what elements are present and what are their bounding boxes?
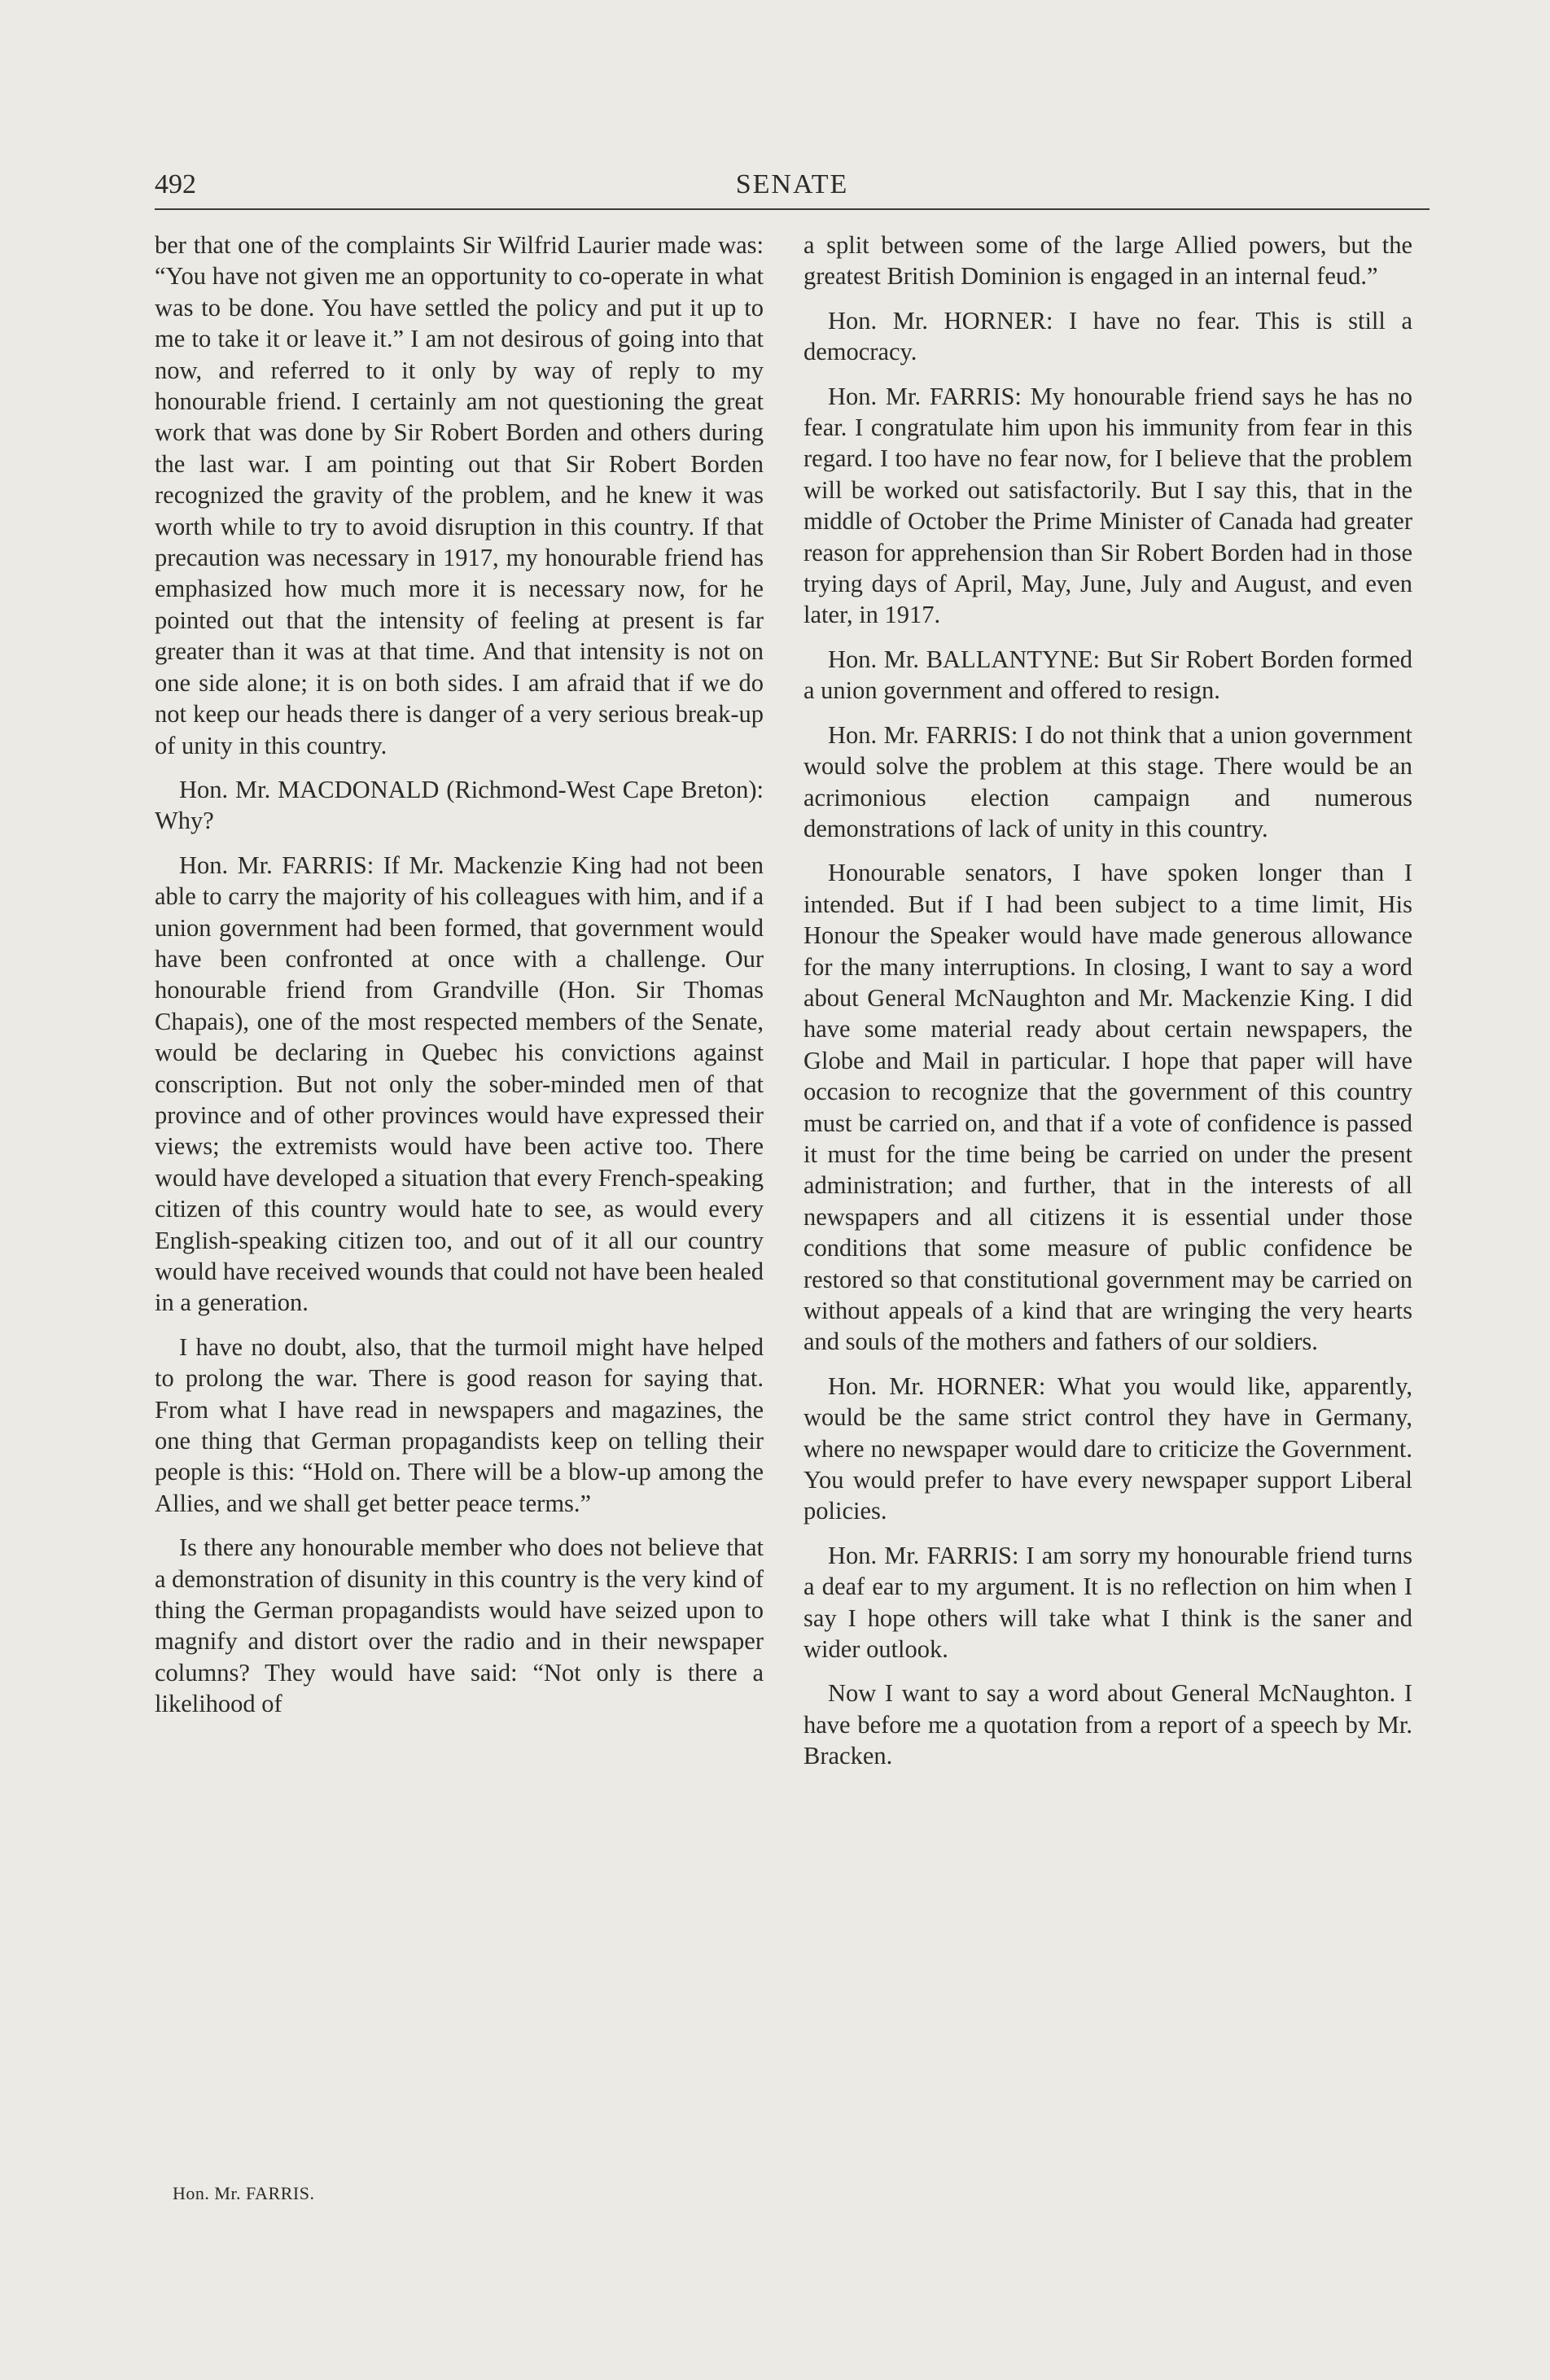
page-header [155, 163, 1430, 210]
paragraph: Hon. Mr. FARRIS: I am sorry my honourable friend turns a deaf ear to my argument. It is no reflection on him when I say I hope others will take what I think is the saner and wider outlook. [803, 1541, 1412, 1664]
running-title: SENATE [735, 169, 849, 199]
paragraph: Now I want to say a word about General McNaughton. I have before me a quotation from a report of a speech by Mr. Bracken. [803, 1679, 1412, 1770]
paragraph: I have no doubt, also, that the turmoil might have helped to prolong the war. There is good reason for saying that. From what I have read in newspapers and magazines, the one thing that German propagandists keep on telling their people is this: “Hold on. There will be a blow-up among the Allies, and we shall get better peace terms.” [155, 1332, 764, 1517]
paragraph: Hon. Mr. HORNER: I have no fear. This is still a democracy. [803, 306, 1412, 366]
paragraph: ber that one of the complaints Sir Wilfrid Laurier made was: “You have not given me an opportunity to co-operate in what was to be done. You have settled the policy and put it up to me to take it or leave it.” I am not desirous of going into that now, and referred to it only by way of reply to my honourable friend. I certainly am not questioning the great work that was done by Sir Robert Borden and others during the last war. I am pointing out that Sir Robert Borden recognized the gravity of the problem, and he knew it was worth while to try to avoid disruption in this country. If that precaution was necessary in 1917, my honourable friend has emphasized how much more it is necessary now, for he pointed out that the intensity of feeling at present is far greater than it was at that time. And that intensity is not on one side alone; it is on both sides. I am afraid that if we do not keep our heads there is danger of a very serious break-up of unity in this country. [155, 231, 764, 759]
page-number: 492 [155, 169, 196, 199]
paragraph: Hon. Mr. FARRIS: My honourable friend says he has no fear. I congratulate him upon his immunity from fear in this regard. I too have no fear now, for I believe that the problem will be worked out satisfactorily. But I say this, that in the middle of October the Prime Minister of Canada had greater reason for apprehension than Sir Robert Borden had in those trying days of April, May, June, July and August, and even later, in 1917. [803, 382, 1412, 629]
right-column [803, 230, 1412, 1785]
paragraph: Hon. Mr. FARRIS: I do not think that a union government would solve the problem at this stage. There would be an acrimonious election campaign and numerous demonstrations of lack of unity in this country. [803, 720, 1412, 842]
left-column [155, 230, 764, 1733]
paragraph: Honourable senators, I have spoken longer than I intended. But if I had been subject to a time limit, His Honour the Speaker would have made generous allowance for the many interruptions. In closing, I want to say a word about General McNaughton and Mr. Mackenzie King. I did have some material ready about certain newspapers, the Globe and Mail in particular. I hope that paper will have occasion to recognize that the government of this country must be carried on, and that if a vote of confidence is passed it must for the time being be carried on under the present administration; and further, that in the interests of all newspapers and all citizens it is essential under those conditions that some measure of public confidence be restored so that constitutional government may be carried on without appeals of a kind that are wringing the very hearts and souls of the mothers and fathers of our soldiers. [803, 859, 1412, 1356]
paragraph: Hon. Mr. HORNER: What you would like, apparently, would be the same strict control they have in Germany, where no newspaper would dare to criticize the Government. You would prefer to have every newspaper support Liberal policies. [803, 1372, 1412, 1525]
paragraph: Hon. Mr. MACDONALD (Richmond-West Cape Breton): Why? [155, 775, 764, 835]
footer-speaker-note: Hon. Mr. FARRIS. [173, 2183, 315, 2203]
paragraph: Is there any honourable member who does not believe that a demonstration of disunity in this country is the very kind of thing the German propagandists would have seized upon to magnify and distort over the radio and in their newspaper columns? They would have said: “Not only is there a likelihood of [155, 1533, 764, 1718]
paragraph: Hon. Mr. BALLANTYNE: But Sir Robert Borden formed a union government and offered to resign. [803, 645, 1412, 705]
paragraph: Hon. Mr. FARRIS: If Mr. Mackenzie King had not been able to carry the majority of his colleagues with him, and if a union government had been formed, that government would have been confronted at once with a challenge. Our honourable friend from Grandville (Hon. Sir Thomas Chapais), one of the most respected members of the Senate, would be declaring in Quebec his convictions against conscription. But not only the sober-minded men of that province and of other provinces would have expressed their views; the extremists would have been active too. There would have developed a situation that every French-speaking citizen of this country would hate to see, as would every English-speaking citizen too, and out of it all our country would have received wounds that could not have been healed in a generation. [155, 851, 764, 1317]
paragraph: a split between some of the large Allied powers, but the greatest British Dominion is engaged in an internal feud.” [803, 231, 1412, 291]
